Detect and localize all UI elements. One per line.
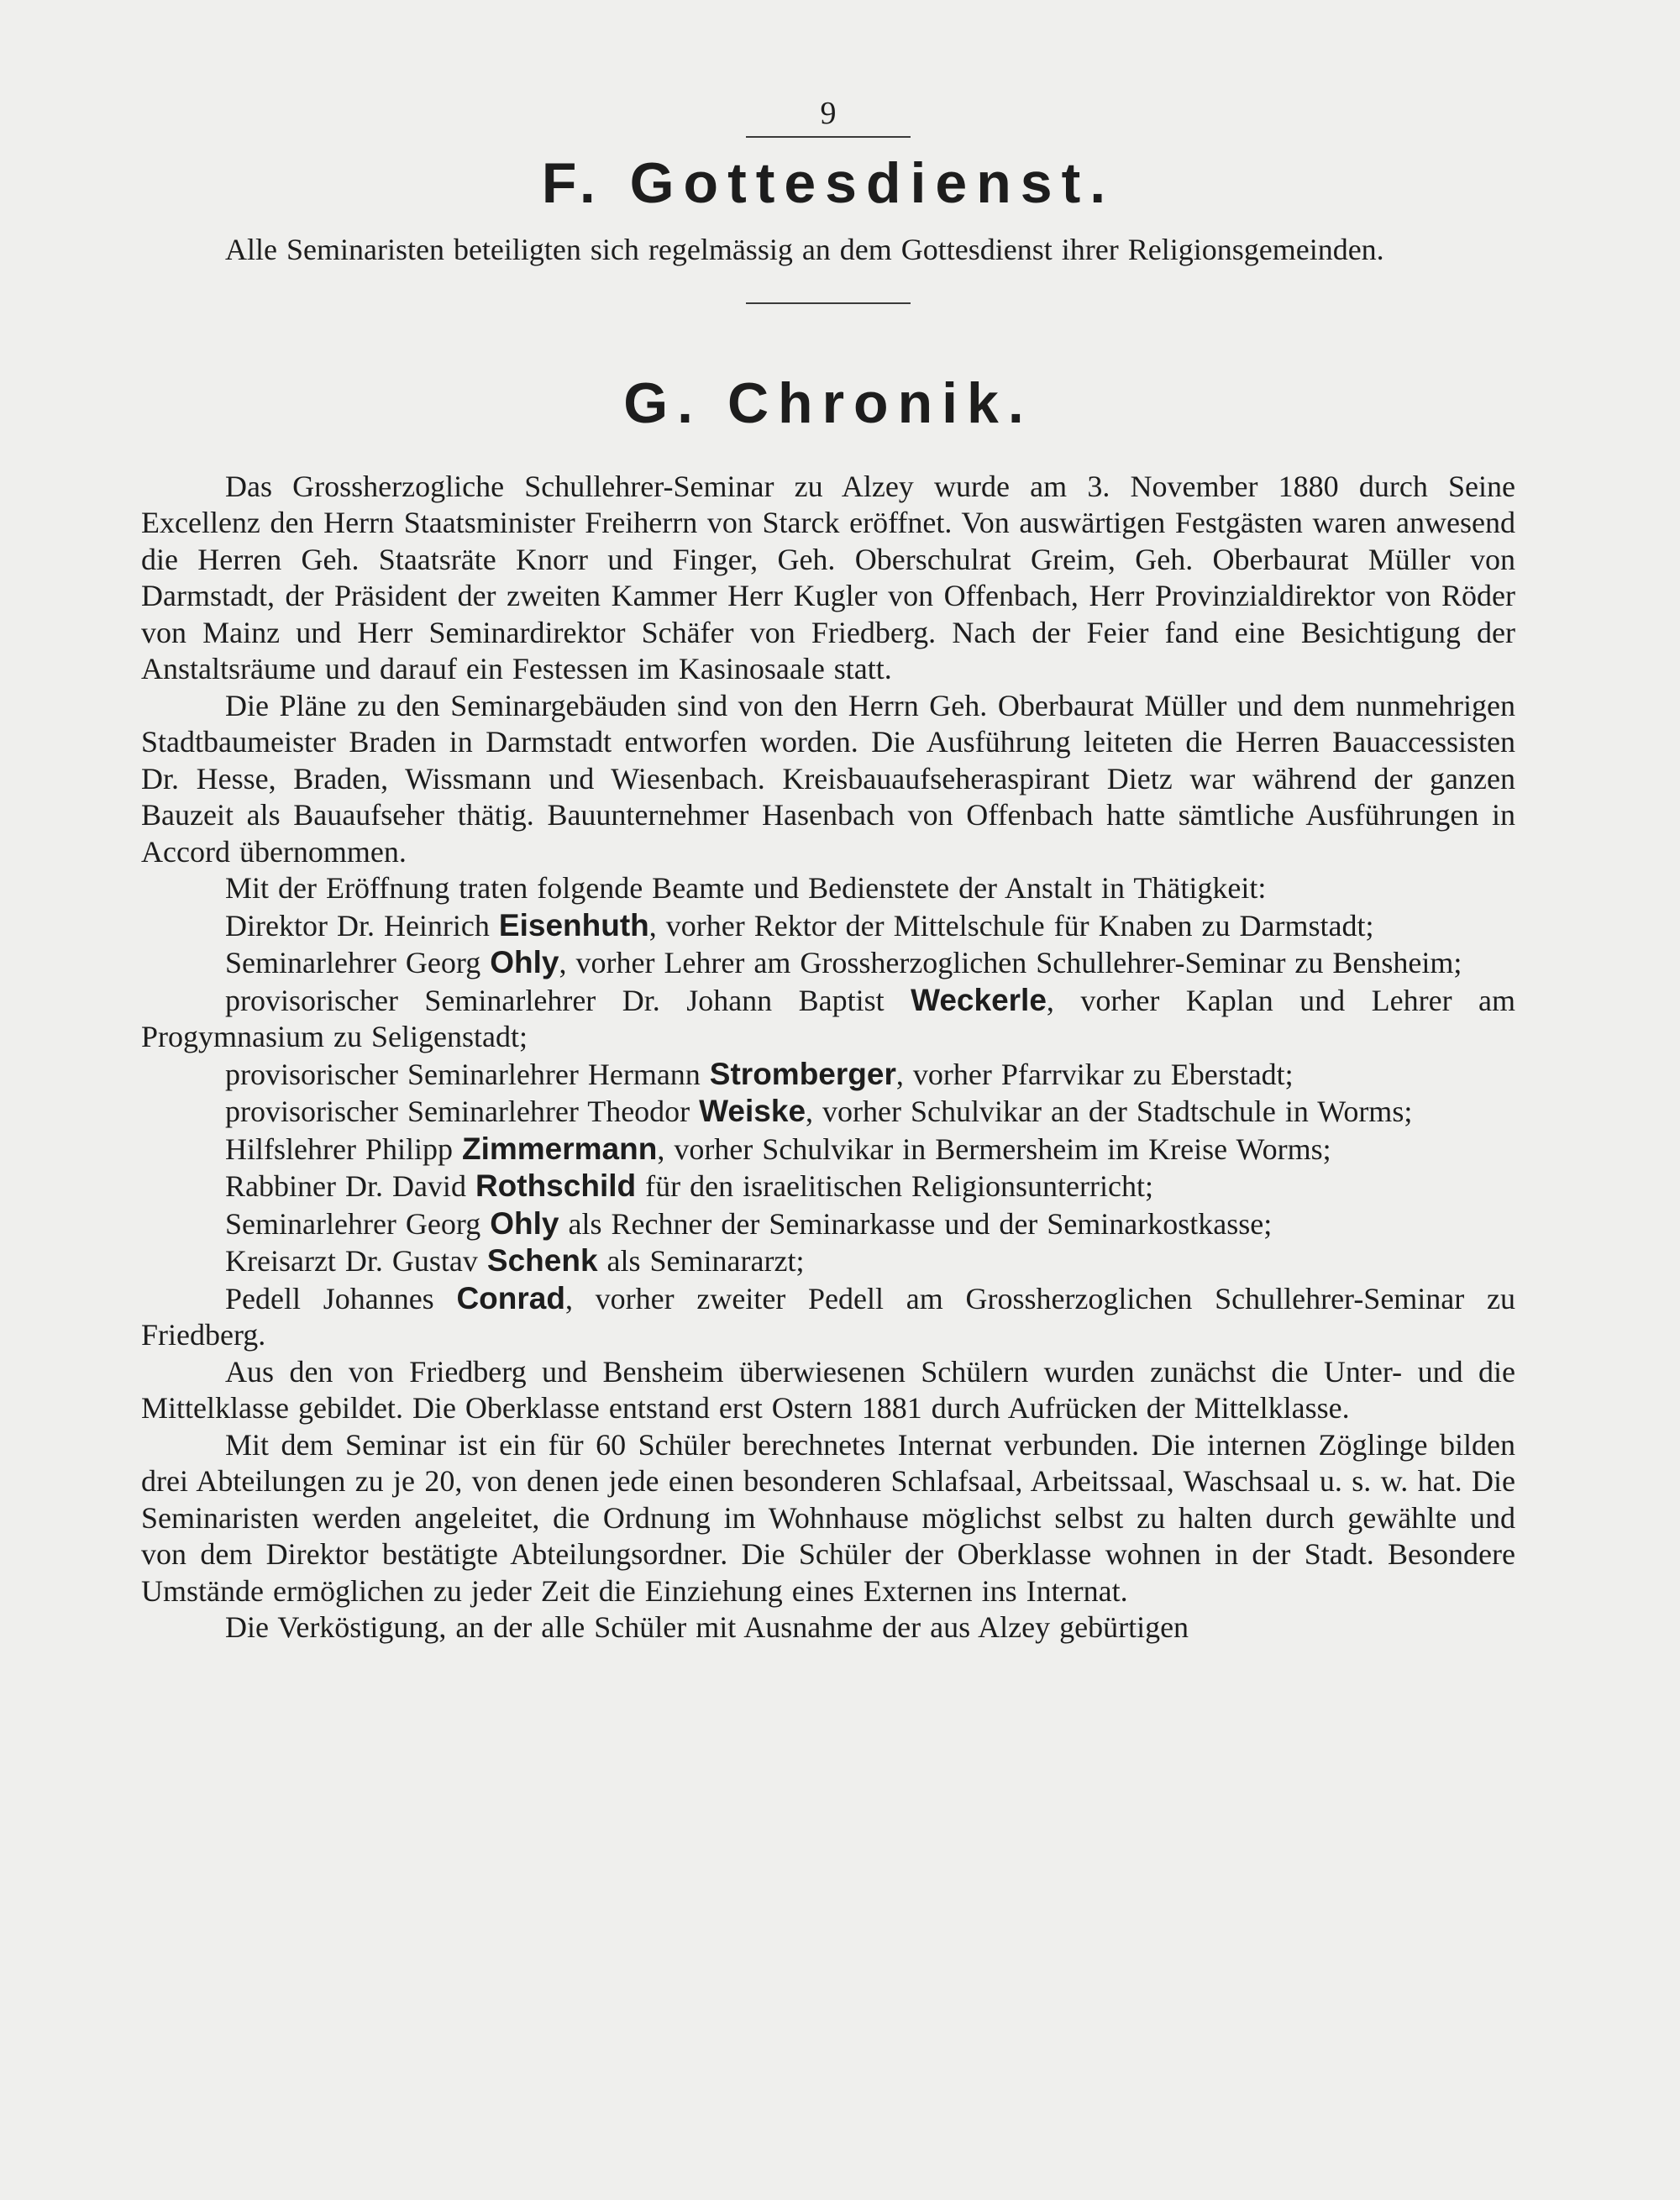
chronik-paragraph-internat: Mit dem Seminar ist ein für 60 Schüler berechnetes Internat verbunden. Die internen Zöglinge bilden drei Abteilungen zu je 20, von denen jede einen besonderen Schlafsaal, Arbeitssaal, Waschsaal u. s. w. hat. Die Seminaristen werden angeleitet, die Ordnung im Wohnhause möglichst selbst zu halten durch gewählte und von dem Direktor bestätigte Abteilungsordner. Die Schüler der Oberklasse wohnen in der Stadt. Besondere Umstände ermöglichen zu jeder Zeit die Einziehung eines Externen ins Internat. xyxy=(141,1427,1515,1608)
chronik-paragraph-opening: Das Grossherzogliche Schullehrer-Seminar zu Alzey wurde am 3. November 1880 durch Seine Excellenz den Herrn Staatsminister Freiherrn von Starck eröffnet. Von auswärtigen Festgästen waren anwesend die Herren Geh. Staatsräte Knorr und Finger, Geh. Oberschulrat Greim, Geh. Oberbaurat Müller von Darmstadt, der Präsident der zweiten Kammer Herr Kugler von Offenbach, Herr Provinzialdirektor von Röder von Mainz und Herr Seminardirektor Schäfer von Friedberg. Nach der Feier fand eine Besichtigung der Anstaltsräume und darauf ein Festessen im Kasinosaale statt. xyxy=(141,469,1515,685)
staff-entry-name: Schenk xyxy=(486,1243,598,1278)
staff-entry xyxy=(141,1131,1515,1168)
page-number: 9 xyxy=(820,96,837,131)
staff-entry-name: Weiske xyxy=(699,1094,806,1128)
staff-entry-name: Eisenhuth xyxy=(498,907,649,942)
staff-entry-description: , vorher Kaplan und Lehrer am Progymnasium zu Seligenstadt; xyxy=(141,983,1515,1053)
staff-entry-title: provisorischer Seminarlehrer Hermann xyxy=(225,1057,710,1091)
staff-entry-title: Hilfslehrer Philipp xyxy=(225,1132,462,1166)
staff-entry-description: , vorher Lehrer am Grossherzoglichen Schullehrer-Seminar zu Bensheim; xyxy=(559,946,1462,979)
section-g-heading: G. Chronik. xyxy=(623,370,1033,435)
staff-entry-description: als Rechner der Seminarkasse und der Seminarkostkasse; xyxy=(559,1206,1273,1241)
section-f-paragraph: Alle Seminaristen beteiligten sich regelmässig an dem Gottesdienst ihrer Religionsgemeinden. xyxy=(225,233,1384,266)
chronik-paragraph-classes: Aus den von Friedberg und Bensheim überwiesenen Schülern wurden zunächst die Unter- und die Mittelklasse gebildet. Die Oberklasse entstand erst Ostern 1881 durch Aufrücken der Mittelklasse. xyxy=(141,1354,1515,1425)
staff-entry xyxy=(141,1168,1515,1205)
section-f-heading: F. Gottesdienst. xyxy=(541,151,1116,215)
staff-entry-name: Weckerle xyxy=(911,982,1047,1017)
staff-entry-title: Direktor Dr. Heinrich xyxy=(225,908,499,942)
staff-entry-name: Zimmermann xyxy=(461,1131,658,1166)
staff-entry-description: , vorher Rektor der Mittelschule für Knaben zu Darmstadt; xyxy=(648,908,1374,942)
staff-entry xyxy=(141,1205,1515,1243)
staff-entry xyxy=(141,982,1515,1056)
staff-entry-description: , vorher Schulvikar in Bermersheim im Kreise Worms; xyxy=(657,1132,1331,1166)
staff-entry xyxy=(141,1093,1515,1131)
chronik-paragraph-verkoestigung: Die Verköstigung, an der alle Schüler mit Ausnahme der aus Alzey gebürtigen xyxy=(225,1610,1189,1644)
staff-entry-title: Kreisarzt Dr. Gustav xyxy=(225,1244,487,1278)
staff-entry-title: provisorischer Seminarlehrer Dr. Johann Baptist xyxy=(225,983,911,1017)
staff-entry-title: Seminarlehrer Georg xyxy=(225,946,491,979)
staff-entry xyxy=(141,907,1515,945)
staff-entry-description: als Seminararzt; xyxy=(597,1244,805,1278)
staff-entry-description: , vorher Schulvikar an der Stadtschule in Worms; xyxy=(806,1095,1413,1128)
staff-entry-description: , vorher zweiter Pedell am Grossherzoglichen Schullehrer-Seminar zu Friedberg. xyxy=(141,1281,1515,1352)
header-rule xyxy=(746,136,911,138)
staff-entry-name: Conrad xyxy=(456,1280,565,1315)
staff-entry-name: Ohly xyxy=(490,945,559,979)
staff-entry-description: für den israelitischen Religionsunterricht; xyxy=(636,1169,1153,1203)
staff-entry-description: , vorher Pfarrvikar zu Eberstadt; xyxy=(895,1057,1294,1091)
staff-entry xyxy=(141,1280,1515,1354)
staff-entry-name: Stromberger xyxy=(709,1056,896,1091)
section-divider xyxy=(746,302,911,304)
staff-entry xyxy=(141,1056,1515,1094)
staff-entry-title: Seminarlehrer Georg xyxy=(225,1206,491,1241)
staff-entry-name: Ohly xyxy=(490,1205,559,1241)
staff-entry-title: Pedell Johannes xyxy=(225,1281,457,1315)
staff-entry xyxy=(141,1242,1515,1280)
staff-entry-title: provisorischer Seminarlehrer Theodor xyxy=(225,1095,700,1128)
chronik-paragraph-staff-intro: Mit der Eröffnung traten folgende Beamte und Bedienstete der Anstalt in Thätigkeit: xyxy=(225,871,1267,905)
page-content xyxy=(141,94,1515,1646)
chronik-paragraph-plans: Die Pläne zu den Seminargebäuden sind von den Herrn Geh. Oberbaurat Müller und dem nunmehrigen Stadtbaumeister Braden in Darmstadt entworfen worden. Die Ausführung leiteten die Herren Bauaccessisten Dr. Hesse, Braden, Wissmann und Wiesenbach. Kreisbauaufseheraspirant Dietz war während der ganzen Bauzeit als Bauaufseher thätig. Bauunternehmer Hasenbach von Offenbach hatte sämtliche Ausführungen in Accord übernommen. xyxy=(141,688,1515,869)
staff-entry-title: Rabbiner Dr. David xyxy=(225,1169,475,1203)
staff-entry xyxy=(141,944,1515,982)
staff-entry-name: Rothschild xyxy=(475,1168,637,1203)
